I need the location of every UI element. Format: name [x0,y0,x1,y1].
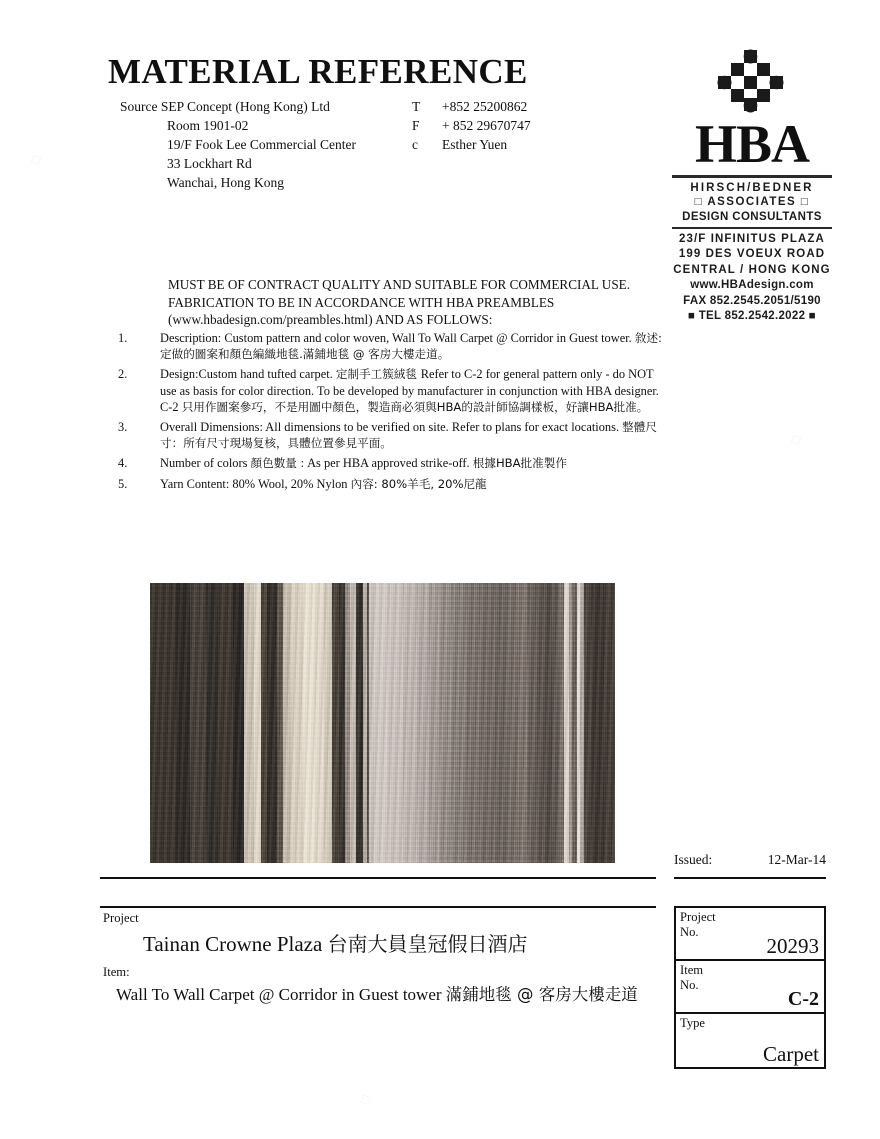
carpet-stripe-layer [150,583,615,863]
contact-value: Esther Yuen [442,137,508,152]
issued-block [674,852,826,868]
project-value-cjk: 台南大員皇冠假日酒店 [327,932,528,956]
spec-item-text [160,476,670,492]
carpet-stripe [495,583,507,863]
watermark [356,1088,375,1110]
carpet-stripe [452,583,466,863]
carpet-stripe [584,583,593,863]
source-line: 33 Lockhart Rd [167,156,252,171]
carpet-stripe [233,583,243,863]
hba-wordmark: HBA [694,114,810,174]
source-line: Room 1901-02 [167,118,249,133]
carpet-stripe [314,583,324,863]
carpet-stripe [537,583,546,863]
specification-list [118,330,670,496]
spec-list-item [118,366,670,415]
carpet-stripe [481,583,495,863]
preamble-text: MUST BE OF CONTRACT QUALITY AND SUITABLE FOR COMMERCIAL USE. FABRICATION TO BE IN ACCORDANCE WITH HBA PREAMBLES (www.hbadesign.com/preambles.html) AND AS FOLLOWS: [168,277,631,328]
contact-value: +852 25200862 [442,99,528,114]
carpet-stripe [507,583,517,863]
item-value-en: Wall To Wall Carpet @ Corridor in Guest tower [116,985,446,1004]
spec-item-text-en: Description: Custom pattern and color woven, Wall To Wall Carpet @ Corridor in Guest tower. [160,331,635,345]
hba-subtitle-line2: □ ASSOCIATES □ [694,196,810,208]
contact-value: + 852 29670747 [442,118,531,133]
project-label: Project [103,911,139,925]
carpet-stripe [545,583,552,863]
info-table-value: Carpet [763,1042,819,1066]
spec-item-text-cjk: 顏色數量 [250,456,301,471]
spec-item-text-cjk: 內容: 80%羊毛, 20%尼龍 [350,476,487,491]
spec-item-text-en: Number of colors [160,456,251,471]
carpet-stripe [283,583,292,863]
hba-subtitle-line3: DESIGN CONSULTANTS [682,210,822,223]
carpet-stripe [190,583,206,863]
source-line: Source SEP Concept (Hong Kong) Ltd [120,99,330,114]
spec-item-text [160,330,670,362]
spec-item-number: 2. [118,367,128,382]
carpet-stripe [244,583,254,863]
issued-label: Issued: [674,852,713,867]
spec-item-text-en: Overall Dimensions: All dimensions to be verified on site. Refer to plans for exact locations. [160,420,623,435]
source-line: 19/F Fook Lee Commercial Center [167,137,356,152]
carpet-stripe [218,583,234,863]
spec-list-item [118,455,670,471]
info-table-value: 20293 [766,934,819,958]
carpet-stripe [388,583,404,863]
carpet-stripe [440,583,452,863]
spec-item-text-en: Yarn Content: 80% Wool, 20% Nylon [160,476,351,491]
project-name [143,928,528,957]
spec-list-item [118,476,670,492]
spec-item-number: 3. [118,420,128,435]
hba-address-line: 199 DES VOEUX ROAD [678,248,826,261]
hba-subtitle-line1: HIRSCH/BEDNER [690,181,814,194]
spec-item-text-cjk: 敘述: 定做的圖案和顏色編織地毯.滿鋪地毯 @ 客房大樓走道。 [160,331,662,362]
spec-item-text-en: : As per HBA approved strike-off. [300,456,473,471]
info-table-key: Type [680,1016,705,1030]
spec-list-item [118,330,670,362]
watermark [26,148,45,170]
item-name [116,982,656,1008]
spec-item-text [160,455,670,471]
spec-item-number: 4. [118,456,128,471]
carpet-stripe [324,583,332,863]
hba-subtitle [672,181,832,225]
spec-item-number: 5. [118,476,128,491]
carpet-swatch-image [150,583,615,863]
spec-item-text [160,419,670,451]
info-table-key: Item [680,963,704,977]
page-title: MATERIAL REFERENCE [108,52,528,91]
carpet-stripe [592,583,604,863]
divider-left-lower [100,906,656,908]
contact-row [412,116,531,135]
item-label: Item: [103,965,130,979]
logo-divider-bottom [672,227,832,229]
issued-date: 12-Mar-14 [767,852,826,867]
carpet-stripe [403,583,417,863]
info-table-row [676,961,824,1014]
hba-office-address [672,232,832,325]
divider-right-upper [674,877,826,879]
contact-key: T [412,99,421,114]
source-address-block [120,97,356,192]
logo-divider-top [672,175,832,178]
carpet-stripe [466,583,482,863]
carpet-stripe [267,583,277,863]
carpet-stripe [374,583,388,863]
spec-item-text-en: Refer to C-2 for general pattern only - do NOT use as basis for color direction. To be developed by manufacturer in conjunction with HBA designer. C-2 [160,367,659,414]
spec-item-text-cjk: 根據HBA批准製作 [472,456,567,471]
info-table-key-line2: No. [680,925,699,939]
hba-address-line: www.HBAdesign.com [690,279,814,292]
carpet-stripe [150,583,176,863]
info-table-row [676,1014,824,1067]
watermark [786,428,805,450]
carpet-stripe [176,583,190,863]
hba-address-line: CENTRAL / HONG KONG [673,263,831,276]
carpet-stripe [206,583,218,863]
spec-item-text [160,366,670,415]
hba-diamond-mark-icon [672,48,832,114]
spec-item-number: 1. [118,331,128,345]
info-table-key-line2: No. [680,978,699,992]
project-value-en: Tainan Crowne Plaza [143,932,328,956]
info-table-key: Project [680,910,716,924]
spec-item-text-cjk: 只用作圖案參巧，不是用圖中顏色，製造商必須與HBA的設計師協調樣板，好讓HBA批准。 [181,399,649,414]
info-table [674,906,826,1069]
divider-left-upper [100,877,656,879]
contact-row [412,135,531,154]
info-table-row [676,908,824,961]
spec-list-item [118,419,670,451]
info-table-value: C-2 [787,988,819,1010]
contact-key: F [412,118,420,133]
contact-block [412,97,531,154]
carpet-stripe [528,583,537,863]
carpet-stripe [417,583,429,863]
carpet-stripe [332,583,339,863]
carpet-stripe [291,583,303,863]
source-line: Wanchai, Hong Kong [167,175,285,190]
spec-item-text-en: Design:Custom hand tufted carpet. [160,367,336,382]
carpet-stripe [429,583,439,863]
carpet-stripe [303,583,313,863]
hba-logo [672,48,832,325]
contact-row [412,97,531,116]
carpet-stripe [552,583,559,863]
contact-key: c [412,137,418,152]
carpet-stripe [254,583,261,863]
carpet-stripe [518,583,528,863]
hba-address-line: ■ TEL 852.2542.2022 ■ [687,310,817,323]
item-value-cjk: 滿鋪地毯 @ 客房大樓走道 [445,985,638,1004]
spec-item-text-cjk: 整體尺寸：所有尺寸現場复核，具體位置參見平面。 [160,420,657,451]
hba-address-line: 23/F INFINITUS PLAZA [679,232,825,245]
spec-item-text-cjk: 定制手工簇絨毯 [335,367,421,382]
hba-address-line: FAX 852.2545.2051/5190 [683,294,821,307]
carpet-stripe [604,583,614,863]
